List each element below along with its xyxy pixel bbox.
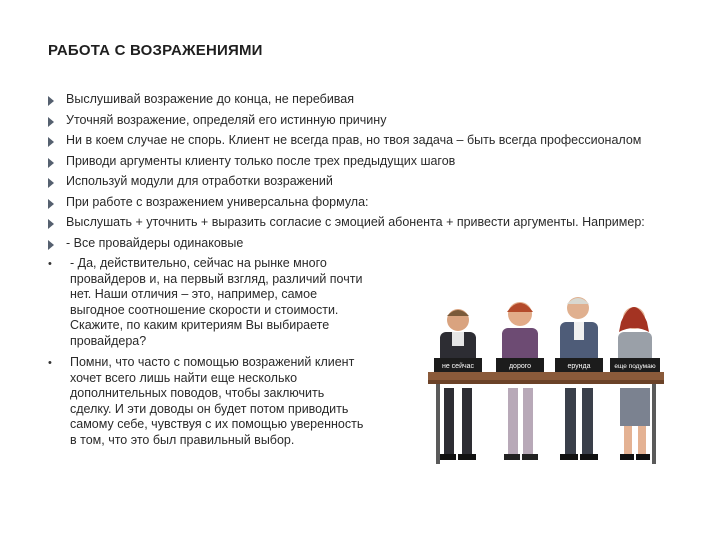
sign-text: ерунда [567,363,591,370]
list-item-text: - Все провайдеры одинаковые [66,235,244,250]
list-item [42,92,682,108]
slide-title: РАБОТА С ВОЗРАЖЕНИЯМИ [48,42,263,59]
photo-four-people-at-table [428,288,664,473]
list-item [42,154,682,170]
list-item [42,133,682,149]
list-item [42,215,682,231]
list-item-text: Ни в коем случае не спорь. Клиент не всегда прав, но твоя задача – быть всегда профессионалом [66,133,642,147]
list-item-text: При работе с возражением универсальна формула: [66,194,369,209]
list-item-text: Используй модули для отработки возражений [66,174,333,188]
sign-plate [434,358,482,372]
list-item [42,236,682,252]
sign-plate [610,358,660,372]
sign-text: дорого [508,363,532,370]
list-item [42,195,682,211]
list-item-text: Помни, что часто с помощью возражений клиент хочет всего лишь найти еще несколько дополнительных поводов, чтобы заключить сделку. И эти доводы он будет потом приводить самому себе, чувствуя с их помощью уверенность в том, что это был правильный выбор. [70,355,364,447]
sign-text: еще подумаю [614,363,656,370]
sign-plate [555,358,603,372]
sign-plate [496,358,544,372]
list-item-text: Выслушать + уточнить + выразить согласие с эмоцией абонента + привести аргументы. Например: [66,215,645,229]
sign-text: не сейчас [441,363,475,370]
list-item-text: - Да, действительно, сейчас на рынке много провайдеров и, на первый взгляд, различий почти нет. Наши отличия – это, например, самое выгодное соотношение скорости и стоимости. Скажите, по каким критериям Вы выбираете провайдера? [70,256,363,348]
list-item [42,355,366,448]
list-item-text: Уточняй возражение, определяй его истинную причину [66,112,387,127]
list-item [42,174,682,190]
list-item [42,256,366,349]
list-item [42,113,682,129]
list-item-text: Выслушивай возражение до конца, не перебивая [66,92,355,106]
list-item-text: Приводи аргументы клиенту только после трех предыдущих шагов [66,153,456,168]
person-figure [438,309,476,460]
